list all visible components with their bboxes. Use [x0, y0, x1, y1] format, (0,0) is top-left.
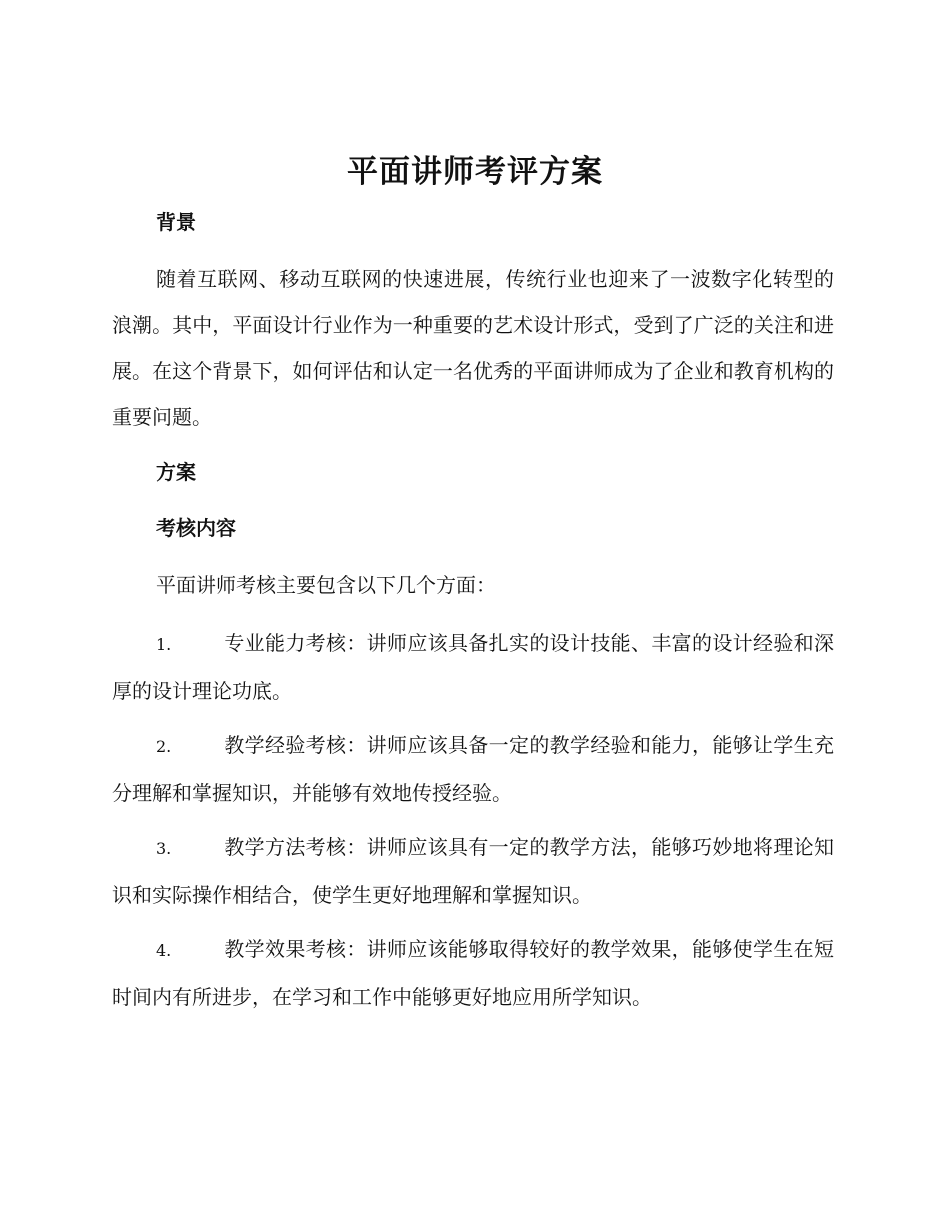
- heading-plan: 方案: [156, 460, 196, 484]
- background-paragraph: 随着互联网、移动互联网的快速进展，传统行业也迎来了一波数字化转型的浪潮。其中，平面设计行业作为一种重要的艺术设计形式，受到了广泛的关注和进展。在这个背景下，如何评估和认定一名优秀的平面讲师成为了企业和教育机构的重要问题。: [112, 267, 834, 429]
- list-item: [112, 824, 834, 918]
- list-item-number: 1.: [156, 635, 172, 654]
- list-item-text: 教学方法考核：讲师应该具有一定的教学方法，能够巧妙地将理论知识和实际操作相结合，使学生更好地理解和掌握知识。: [112, 835, 834, 907]
- list-item: [112, 926, 834, 1020]
- list-item: [112, 722, 834, 816]
- heading-background: 背景: [156, 210, 196, 234]
- list-item-text: 教学效果考核：讲师应该能够取得较好的教学效果，能够使学生在短时间内有所进步，在学习和工作中能够更好地应用所学知识。: [112, 937, 834, 1009]
- heading-assessment-content: 考核内容: [156, 516, 236, 540]
- list-item-number: 3.: [156, 839, 172, 858]
- list-item: [112, 620, 834, 714]
- list-item-text: 教学经验考核：讲师应该具备一定的教学经验和能力，能够让学生充分理解和掌握知识，并能够有效地传授经验。: [112, 733, 834, 805]
- list-item-number: 2.: [156, 737, 172, 756]
- list-item-text: 专业能力考核：讲师应该具备扎实的设计技能、丰富的设计经验和深厚的设计理论功底。: [112, 631, 834, 703]
- list-item-number: 4.: [156, 941, 172, 960]
- document-title: 平面讲师考评方案: [347, 154, 603, 190]
- intro-paragraph: 平面讲师考核主要包含以下几个方面：: [156, 573, 496, 597]
